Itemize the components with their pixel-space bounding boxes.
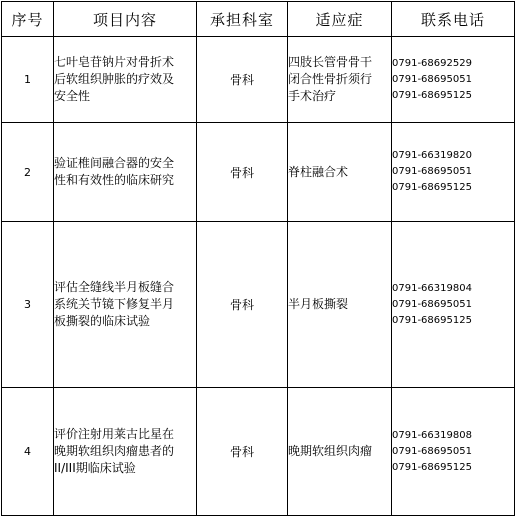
department-cell: 骨科 — [197, 388, 288, 516]
phone-number: 0791-68695125 — [392, 314, 472, 326]
contact-cell — [392, 222, 515, 388]
phone-number: 0791-66319808 — [392, 429, 472, 441]
table-row — [2, 123, 515, 222]
phone-number: 0791-68695051 — [392, 73, 472, 85]
indication-cell — [288, 388, 392, 516]
department-cell: 骨科 — [197, 222, 288, 388]
header-project: 项目内容 — [54, 2, 197, 37]
indication-text: 半月板撕裂 — [288, 297, 349, 311]
indication-cell — [288, 123, 392, 222]
indication-text: 晚期软组织肉瘤 — [288, 444, 373, 458]
indication-text: 闭合性骨折须行 — [288, 72, 373, 86]
project-text: 验证椎间融合器的安全 — [54, 156, 175, 170]
project-text: 评价注射用莱古比星在 — [54, 427, 175, 441]
header-department: 承担科室 — [197, 2, 288, 37]
phone-number: 0791-66319820 — [392, 150, 472, 161]
phone-number: 0791-68695125 — [392, 89, 472, 101]
header-row — [2, 2, 515, 37]
row-index: 2 — [2, 123, 54, 222]
project-text: 系统关节镜下修复半月 — [54, 297, 175, 311]
project-text: 晚期软组织肉瘤患者的 — [54, 444, 175, 458]
project-text: 评估全缝线半月板缝合 — [54, 280, 175, 294]
indication-text: 手术治疗 — [288, 89, 337, 103]
indication-cell — [288, 37, 392, 123]
project-cell — [54, 222, 197, 388]
department-cell: 骨科 — [197, 37, 288, 123]
table-row — [2, 222, 515, 388]
project-cell — [54, 388, 197, 516]
contact-cell — [392, 123, 515, 222]
indication-cell — [288, 222, 392, 388]
project-cell — [54, 123, 197, 222]
project-text: 后软组织肿胀的疗效及 — [54, 72, 175, 86]
phone-number: 0791-68695051 — [392, 445, 472, 457]
table-row — [2, 37, 515, 123]
contact-cell — [392, 37, 515, 123]
project-text: 板撕裂的临床试验 — [54, 314, 151, 328]
row-index: 1 — [2, 37, 54, 123]
phone-number: 0791-66319804 — [392, 282, 472, 294]
phone-number: 0791-68692529 — [392, 57, 472, 69]
project-text: II/III期临床试验 — [54, 461, 136, 475]
phone-number: 0791-68695125 — [392, 182, 472, 193]
project-text: 安全性 — [54, 89, 91, 103]
header-indication: 适应症 — [288, 2, 392, 37]
header-index: 序号 — [2, 2, 54, 37]
phone-number: 0791-68695051 — [392, 298, 472, 310]
project-cell — [54, 37, 197, 123]
indication-text: 脊柱融合术 — [288, 164, 349, 179]
header-contact: 联系电话 — [392, 2, 515, 37]
contact-cell — [392, 388, 515, 516]
clinical-trials-table — [1, 1, 515, 516]
phone-number: 0791-68695125 — [392, 461, 472, 473]
row-index: 4 — [2, 388, 54, 516]
project-text: 七叶皂苷钠片对骨折术 — [54, 55, 175, 69]
row-index: 3 — [2, 222, 54, 388]
phone-number: 0791-68695051 — [392, 166, 472, 177]
department-cell: 骨科 — [197, 123, 288, 222]
indication-text: 四肢长管骨骨干 — [288, 55, 373, 69]
table-row — [2, 388, 515, 516]
project-text: 性和有效性的临床研究 — [54, 173, 175, 187]
